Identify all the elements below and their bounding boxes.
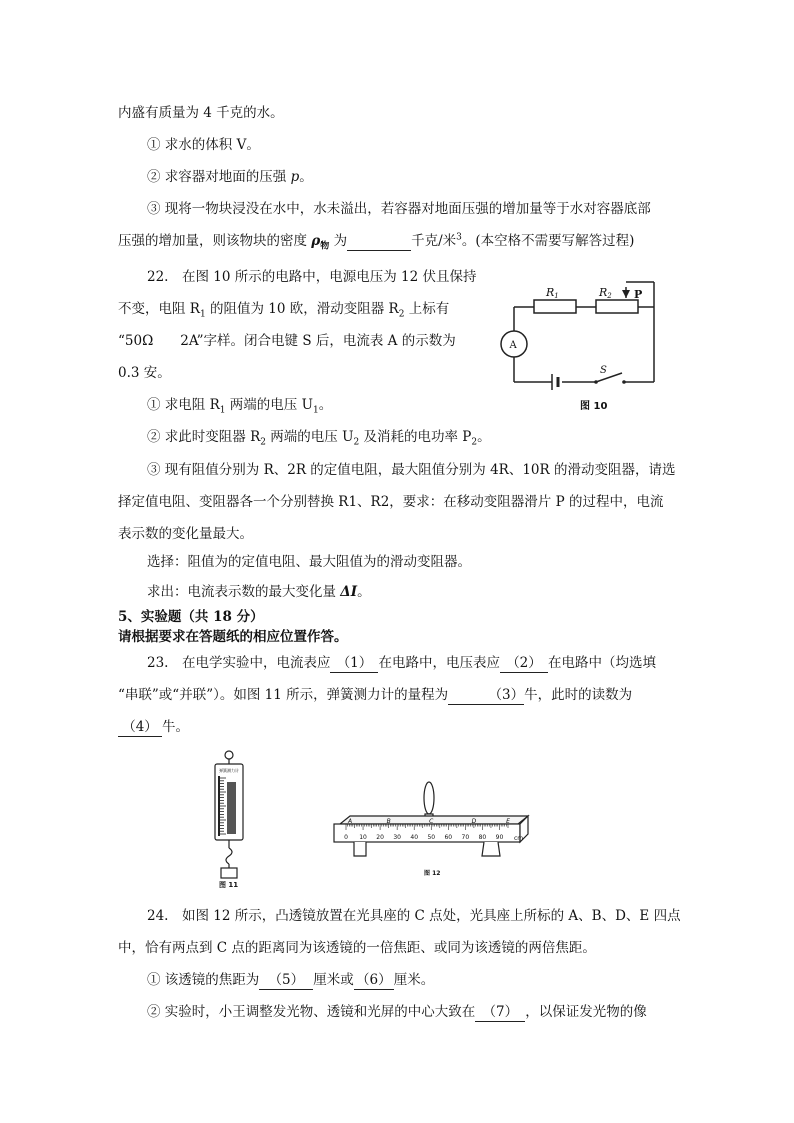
figure-12-caption: 图 12 (424, 870, 441, 877)
label-r1: R1 (546, 286, 559, 300)
label-p: P (634, 288, 643, 301)
bench-tick-label: 20 (376, 834, 384, 841)
section-5-title: 5、实验题（共 18 分） (118, 609, 264, 625)
p21-q1: ① 求水的体积 V。 (147, 137, 260, 153)
figure-12-optical-bench (326, 778, 536, 878)
bench-tick-label: 90 (495, 834, 504, 841)
answer-blank-2[interactable]: （2） (500, 654, 548, 673)
p21-q3-line1: ③ 现将一物块浸没在水中，水未溢出，若容器对地面压强的增加量等于水对容器底部 (147, 201, 651, 217)
figure-11-caption: 图 11 (219, 881, 239, 888)
switch-pivot (594, 380, 598, 384)
bench-tick-label: 70 (461, 834, 470, 841)
spring-balance-label: 弹簧测力计 (219, 768, 239, 773)
scale-tick-column (218, 776, 220, 836)
p22-q3-line2: 择定值电阻、变阻器各一个分别替换 R1、R2，要求：在移动变阻器滑片 P 的过程中，电流 (118, 494, 664, 510)
p23-line2: “串联”或“并联”）。如图 11 所示，弹簧测力计的量程为 （3）牛，此时的读数为 (118, 687, 633, 703)
p23-line3: （4） 牛。 (118, 718, 189, 737)
bench-tick-label: 40 (410, 834, 419, 841)
slider-arrow-icon (622, 290, 630, 298)
bench-tick-label: 80 (478, 834, 487, 841)
answer-blank-1[interactable]: （1） (330, 654, 378, 673)
figure-10-caption: 图 10 (580, 401, 608, 412)
p22-q3-line1: ③ 现有阻值分别为 R、2R 的定值电阻，最大阻值分别为 4R、10R 的滑动变阻器，请选 (147, 462, 676, 478)
bench-point-d: D (471, 818, 477, 825)
convex-lens (424, 782, 434, 814)
bench-point-b: B (386, 818, 391, 825)
p22-q2: ② 求此时变阻器 $R_2$ 两端的电压 $U_2$ 及消耗的电功率 $P_2$。 (147, 429, 491, 448)
p24-q2: ② 实验时，小王调整发光物、透镜和光屏的中心大致在 （7） ，以保证发光物的像 (147, 1004, 647, 1020)
p22-find: 求出：电流表示数的最大变化量 ΔI。 (147, 584, 371, 600)
p22-line3: “50Ω 2A”字样。闭合电键 S 后，电流表 A 的示数为 (118, 333, 456, 349)
p22-line1: 22. 在图 10 所示的电路中，电源电压为 12 伏且保持 (147, 269, 477, 285)
p24-line1: 24. 如图 12 所示，凸透镜放置在光具座的 C 点处，光具座上所标的 A、B、D、E 四点 (147, 908, 681, 924)
bench-tick-label: 30 (393, 834, 401, 841)
p22-line4: 0.3 安。 (118, 365, 171, 381)
p22-q1: ① 求电阻 $R_1$ 两端的电压 $U_1$。 (147, 397, 333, 416)
figure-10-circuit (496, 272, 686, 420)
answer-blank-density[interactable] (347, 232, 411, 251)
bench-point-a: A (347, 818, 353, 825)
answer-blank-4[interactable]: （4） (118, 718, 162, 737)
figure-11-spring-balance (205, 748, 265, 888)
p24-q1: ① 该透镜的焦距为 （5） 厘米或 （6） 厘米。 (147, 972, 435, 988)
p22-line2: 不变，电阻 $R_1$ 的阻值为 10 欧，滑动变阻器 $R_2$ 上标有 (118, 301, 450, 320)
spring-body (227, 782, 236, 834)
label-a: A (509, 340, 517, 351)
bench-foot-left (354, 842, 366, 856)
p21-q3-line2: 压强的增加量，则该物块的密度 $\rho_物$ 为 千克/米$^3$。(本空格不需要写解答过程) (118, 232, 635, 252)
answer-blank-5[interactable]: （5） (259, 971, 313, 990)
section-5-instruction: 请根据要求在答题纸的相应位置作答。 (118, 629, 348, 645)
bench-tick-label: 0 (344, 834, 348, 841)
bench-unit: cm (514, 835, 524, 842)
bench-foot-right (482, 842, 500, 856)
bench-point-e: E (506, 818, 510, 825)
bench-tick-label: 50 (427, 834, 436, 841)
p22-q3-line3: 表示数的变化量最大。 (118, 526, 253, 542)
bench-tick-label: 10 (359, 834, 367, 841)
rheostat-r2 (596, 300, 638, 313)
p22-select: 选择：阻值为的定值电阻、最大阻值为的滑动变阻器。 (147, 554, 471, 570)
bench-point-c: C (429, 818, 434, 825)
answer-blank-7[interactable]: （7） (475, 1003, 525, 1022)
bench-tick-label: 60 (444, 834, 453, 841)
switch-contact (622, 380, 626, 384)
p21-line1: 内盛有质量为 4 千克的水。 (118, 105, 284, 121)
p24-line2: 中，恰有两点到 C 点的距离同为该透镜的一倍焦距、或同为该透镜的两倍焦距。 (118, 940, 596, 956)
answer-blank-3[interactable]: （3） (448, 686, 524, 705)
label-r2: R2 (599, 286, 612, 300)
answer-blank-6[interactable]: （6） (354, 971, 394, 990)
label-s: S (600, 365, 607, 376)
resistor-r1 (534, 300, 576, 313)
p21-q2: ② 求容器对地面的压强 p。 (147, 169, 313, 185)
p23-line1: 23. 在电学实验中，电流表应 （1） 在电路中，电压表应 （2） 在电路中（均选填 (147, 655, 656, 671)
